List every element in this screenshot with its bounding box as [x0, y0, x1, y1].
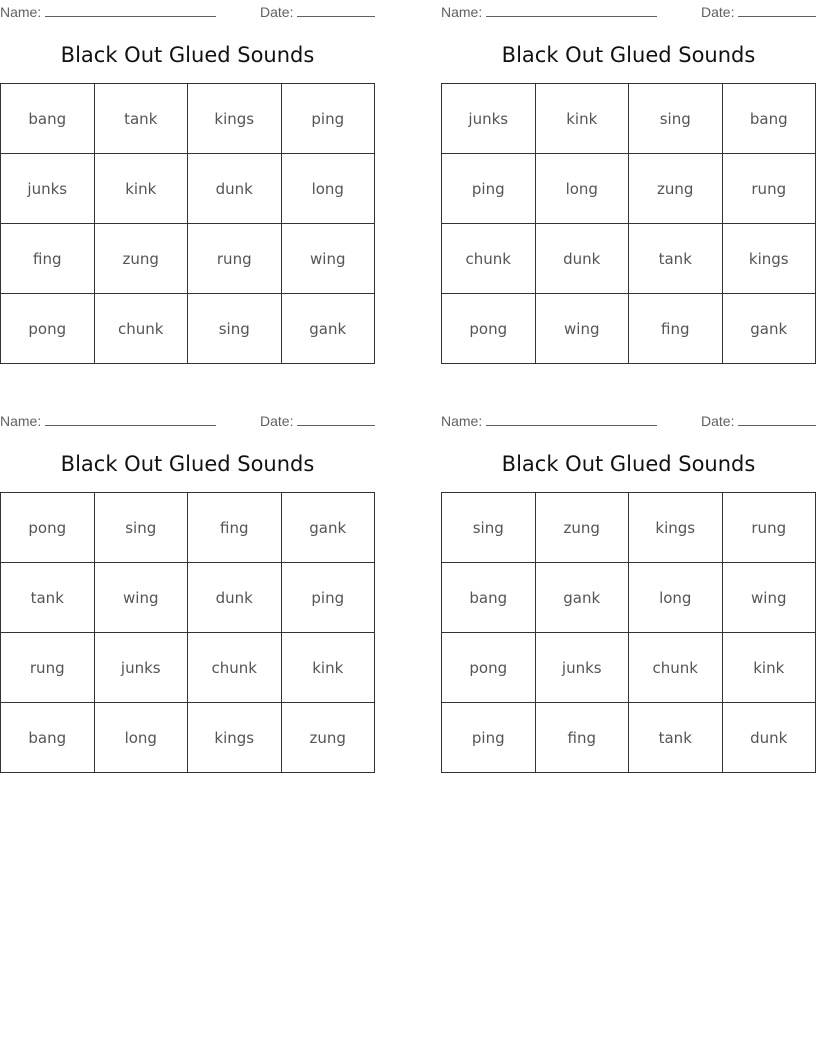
name-label: Name: — [0, 4, 42, 20]
word-cell: rung — [1, 633, 95, 703]
date-blank — [297, 412, 375, 426]
word-cell: rung — [722, 154, 816, 224]
date-label: Date: — [260, 413, 294, 429]
word-cell: wing — [535, 294, 629, 364]
word-cell: gank — [281, 493, 375, 563]
name-field — [0, 412, 216, 429]
word-cell: ping — [281, 84, 375, 154]
word-cell: chunk — [442, 224, 536, 294]
word-cell: pong — [1, 493, 95, 563]
grid-row — [442, 703, 816, 773]
word-grid — [441, 492, 816, 773]
word-cell: bang — [1, 703, 95, 773]
grid-row — [442, 493, 816, 563]
word-cell: bang — [722, 84, 816, 154]
word-cell: sing — [188, 294, 282, 364]
word-cell: fing — [629, 294, 723, 364]
word-cell: tank — [629, 703, 723, 773]
word-cell: gank — [535, 563, 629, 633]
word-cell: kink — [535, 84, 629, 154]
word-cell: long — [281, 154, 375, 224]
word-cell: ping — [442, 154, 536, 224]
grid-row — [442, 633, 816, 703]
word-cell: ping — [442, 703, 536, 773]
date-blank — [738, 3, 816, 17]
name-field — [441, 412, 657, 429]
bingo-card-3 — [0, 409, 375, 774]
word-cell: wing — [281, 224, 375, 294]
word-grid — [441, 83, 816, 364]
card-title: Black Out Glued Sounds — [501, 43, 756, 67]
word-cell: junks — [442, 84, 536, 154]
word-cell: chunk — [94, 294, 188, 364]
date-blank — [738, 412, 816, 426]
word-cell: gank — [722, 294, 816, 364]
word-cell: long — [94, 703, 188, 773]
word-cell: fing — [535, 703, 629, 773]
word-cell: long — [629, 563, 723, 633]
word-cell: kings — [188, 703, 282, 773]
word-cell: tank — [94, 84, 188, 154]
word-cell: pong — [442, 294, 536, 364]
word-cell: zung — [281, 703, 375, 773]
word-cell: ping — [281, 563, 375, 633]
grid-row — [442, 84, 816, 154]
word-cell: gank — [281, 294, 375, 364]
grid-row — [1, 703, 375, 773]
grid-row — [1, 493, 375, 563]
word-cell: long — [535, 154, 629, 224]
name-blank — [45, 412, 216, 426]
name-label: Name: — [441, 413, 483, 429]
word-cell: rung — [188, 224, 282, 294]
word-cell: kings — [629, 493, 723, 563]
name-field — [0, 3, 216, 20]
word-cell: junks — [1, 154, 95, 224]
word-cell: zung — [94, 224, 188, 294]
word-cell: pong — [1, 294, 95, 364]
card-title: Black Out Glued Sounds — [60, 43, 315, 67]
word-cell: chunk — [629, 633, 723, 703]
grid-row — [1, 633, 375, 703]
bingo-card-2 — [441, 0, 816, 365]
grid-row — [1, 294, 375, 364]
word-cell: kings — [188, 84, 282, 154]
word-cell: fing — [1, 224, 95, 294]
date-label: Date: — [260, 4, 294, 20]
grid-row — [1, 84, 375, 154]
grid-row — [442, 224, 816, 294]
date-field — [260, 3, 375, 20]
word-cell: dunk — [188, 563, 282, 633]
card-title: Black Out Glued Sounds — [501, 452, 756, 476]
word-cell: rung — [722, 493, 816, 563]
name-blank — [486, 3, 657, 17]
word-cell: dunk — [188, 154, 282, 224]
word-cell: dunk — [535, 224, 629, 294]
word-cell: kink — [94, 154, 188, 224]
date-field — [260, 412, 375, 429]
word-cell: dunk — [722, 703, 816, 773]
word-cell: tank — [1, 563, 95, 633]
word-cell: bang — [1, 84, 95, 154]
word-cell: wing — [722, 563, 816, 633]
date-field — [701, 412, 816, 429]
date-label: Date: — [701, 4, 735, 20]
word-cell: pong — [442, 633, 536, 703]
word-cell: chunk — [188, 633, 282, 703]
word-cell: kings — [722, 224, 816, 294]
word-cell: kink — [281, 633, 375, 703]
word-grid — [0, 83, 375, 364]
word-cell: junks — [535, 633, 629, 703]
card-title: Black Out Glued Sounds — [60, 452, 315, 476]
date-blank — [297, 3, 375, 17]
word-cell: zung — [535, 493, 629, 563]
word-cell: sing — [442, 493, 536, 563]
bingo-card-4 — [441, 409, 816, 774]
word-cell: wing — [94, 563, 188, 633]
bingo-card-1 — [0, 0, 375, 365]
name-blank — [45, 3, 216, 17]
word-cell: kink — [722, 633, 816, 703]
word-cell: bang — [442, 563, 536, 633]
word-grid — [0, 492, 375, 773]
word-cell: tank — [629, 224, 723, 294]
word-cell: zung — [629, 154, 723, 224]
name-field — [441, 3, 657, 20]
grid-row — [1, 224, 375, 294]
word-cell: sing — [94, 493, 188, 563]
grid-row — [442, 563, 816, 633]
grid-row — [1, 154, 375, 224]
name-label: Name: — [0, 413, 42, 429]
date-field — [701, 3, 816, 20]
name-blank — [486, 412, 657, 426]
word-cell: junks — [94, 633, 188, 703]
word-cell: sing — [629, 84, 723, 154]
grid-row — [442, 294, 816, 364]
word-cell: fing — [188, 493, 282, 563]
date-label: Date: — [701, 413, 735, 429]
name-label: Name: — [441, 4, 483, 20]
grid-row — [442, 154, 816, 224]
grid-row — [1, 563, 375, 633]
